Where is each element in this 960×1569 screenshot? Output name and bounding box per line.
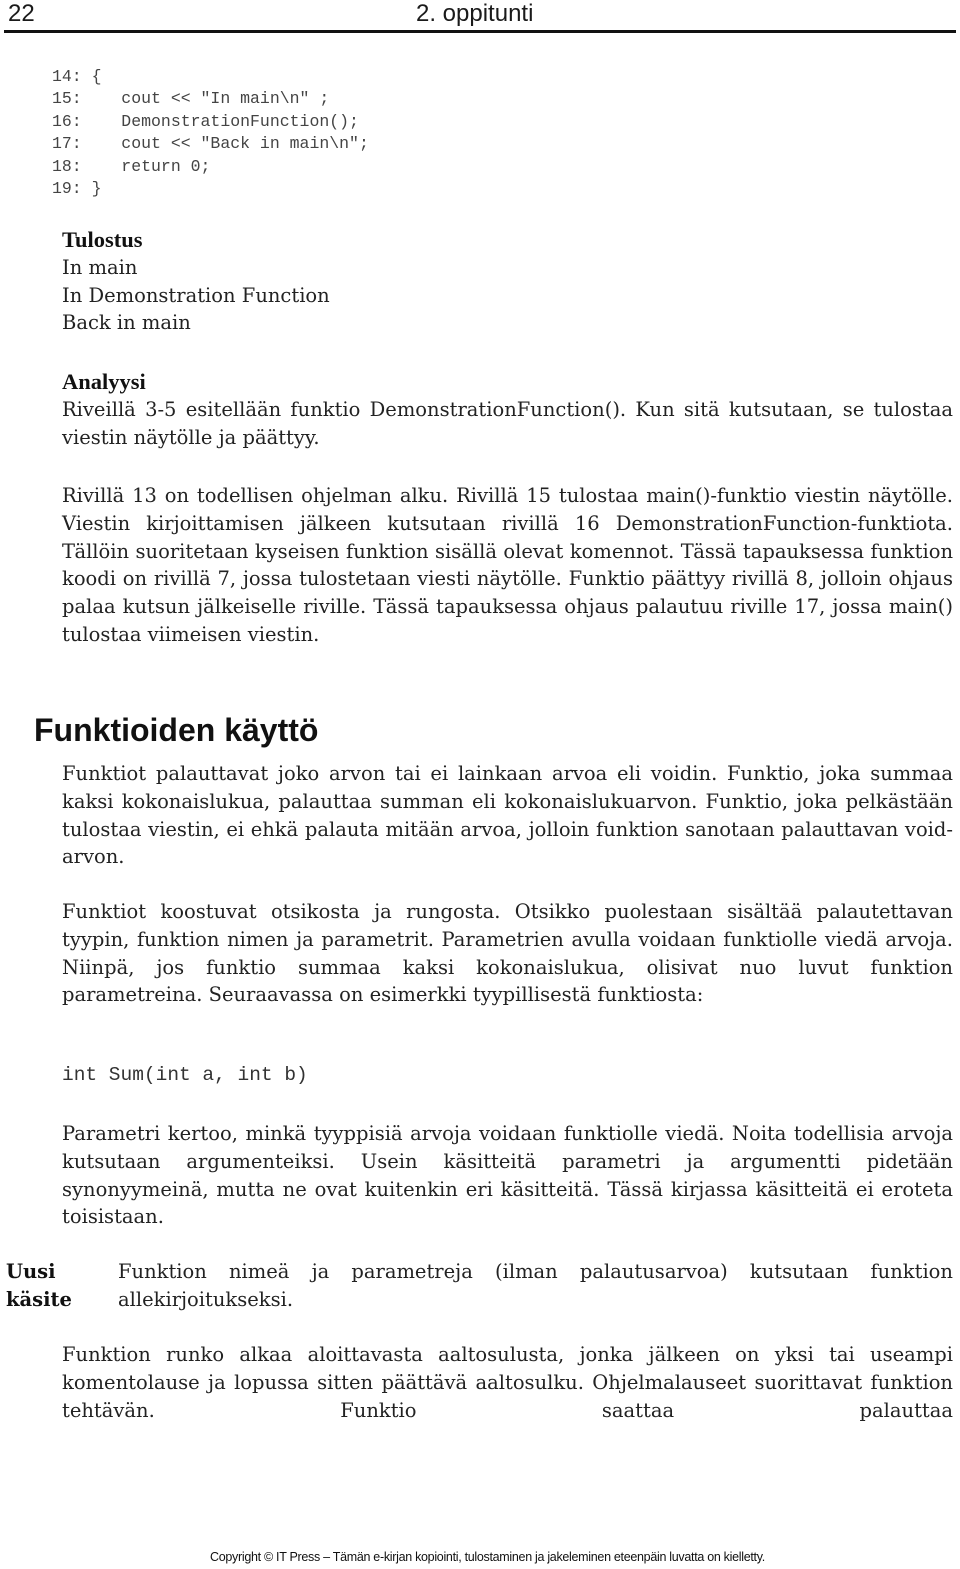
output-line: In main <box>62 255 138 279</box>
code-example: int Sum(int a, int b) <box>62 1064 308 1086</box>
section-paragraph-4: Funktion runko alkaa aloittavasta aaltosulusta, jonka jälkeen on yksi tai useampi komentolause ja lopussa sitten päättävä aaltosulku. Ohjelmalauseet suorittavat funktion tehtävän. Funktio saattaa palauttaa <box>62 1343 953 1422</box>
copyright-footer: Copyright © IT Press – Tämän e-kirjan kopiointi, tulostaminen ja jakeleminen eteenpäin luvatta on kielletty. <box>210 1550 765 1564</box>
code-line: 19: } <box>52 179 102 199</box>
analysis-paragraph-1: Riveillä 3-5 esitellään funktio DemonstrationFunction(). Kun sitä kutsutaan, se tulostaa viestin näytölle ja päättyy. <box>62 397 953 449</box>
code-line: 15: cout << "In main\n" ; <box>52 89 330 109</box>
analysis-paragraph-2: Rivillä 13 on todellisen ohjelman alku. Rivillä 15 tulostaa main()-funktio viestin näytölle. Viestin kirjoittamisen jälkeen kutsutaan rivillä 16 DemonstrationFunction-funktiota. Tällöin suoritetaan kyseisen funktion sisällä olevat komennot. Tässä tapauksessa funktion koodi on rivillä 7, jossa tulostetaan viesti näytölle. Funktio päättyy rivillä 8, jolloin ohjaus palaa kutsun jälkeiselle riville. Tässä tapauksessa ohjaus palautuu riville 17, jossa main() tulostaa viimeisen viestin. <box>62 484 953 646</box>
section-title: Funktioiden käyttö <box>34 712 319 748</box>
section-paragraph-2: Funktiot koostuvat otsikosta ja rungosta. Otsikko puolestaan sisältää palautettavan tyypin, funktion nimen ja parametrit. Parametrien avulla voidaan funktiolle viedä arvoja. Niinpä, jos funktio summaa kaksi kokonaislukua, olisivat nuo luvut funktion parametreina. Seuraavassa on esimerkki tyypillisestä funktiosta: <box>62 900 953 1007</box>
section-paragraph-1: Funktiot palauttavat joko arvon tai ei lainkaan arvoa eli voidin. Funktio, joka summaa kaksi kokonaislukua, palauttaa summan eli kokonaislukuarvon. Funktio, joka pelkästään tulostaa viestin, ei ehkä palauta mitään arvoa, jolloin funktion sanotaan palauttavan void-arvon. <box>62 762 953 869</box>
section-paragraph-3: Parametri kertoo, minkä tyyppisiä arvoja voidaan funktiolle viedä. Noita todellisia arvoja kutsutaan argumenteiksi. Usein käsitteitä parametri ja argumentti pidetään synonyymeinä, mutta ne ovat kuitenkin eri käsitteitä. Tässä kirjassa käsitteitä ei eroteta toisistaan. <box>62 1122 953 1229</box>
output-line: In Demonstration Function <box>62 283 330 307</box>
analysis-section <box>62 368 953 451</box>
output-heading: Tulostus <box>62 227 143 252</box>
code-line: 14: { <box>52 67 102 86</box>
chapter-title: 2. oppitunti <box>416 0 534 27</box>
code-line: 17: cout << "Back in main\n"; <box>52 134 369 154</box>
header-divider <box>4 30 956 33</box>
code-line: 16: DemonstrationFunction(); <box>52 111 359 131</box>
code-line: 18: return 0; <box>52 156 211 176</box>
new-concept-label-line-1: Uusi <box>6 1260 56 1283</box>
output-section <box>62 226 953 337</box>
page-header <box>0 0 960 32</box>
page-number: 22 <box>8 0 35 27</box>
new-concept-label <box>6 1258 72 1314</box>
new-concept-text: Funktion nimeä ja parametreja (ilman palautusarvoa) kutsutaan funktion allekirjoitukseksi. <box>118 1260 953 1311</box>
new-concept-label-line-2: käsite <box>6 1288 72 1311</box>
code-listing <box>52 66 369 200</box>
analysis-heading: Analyysi <box>62 369 146 394</box>
output-line: Back in main <box>62 311 191 335</box>
